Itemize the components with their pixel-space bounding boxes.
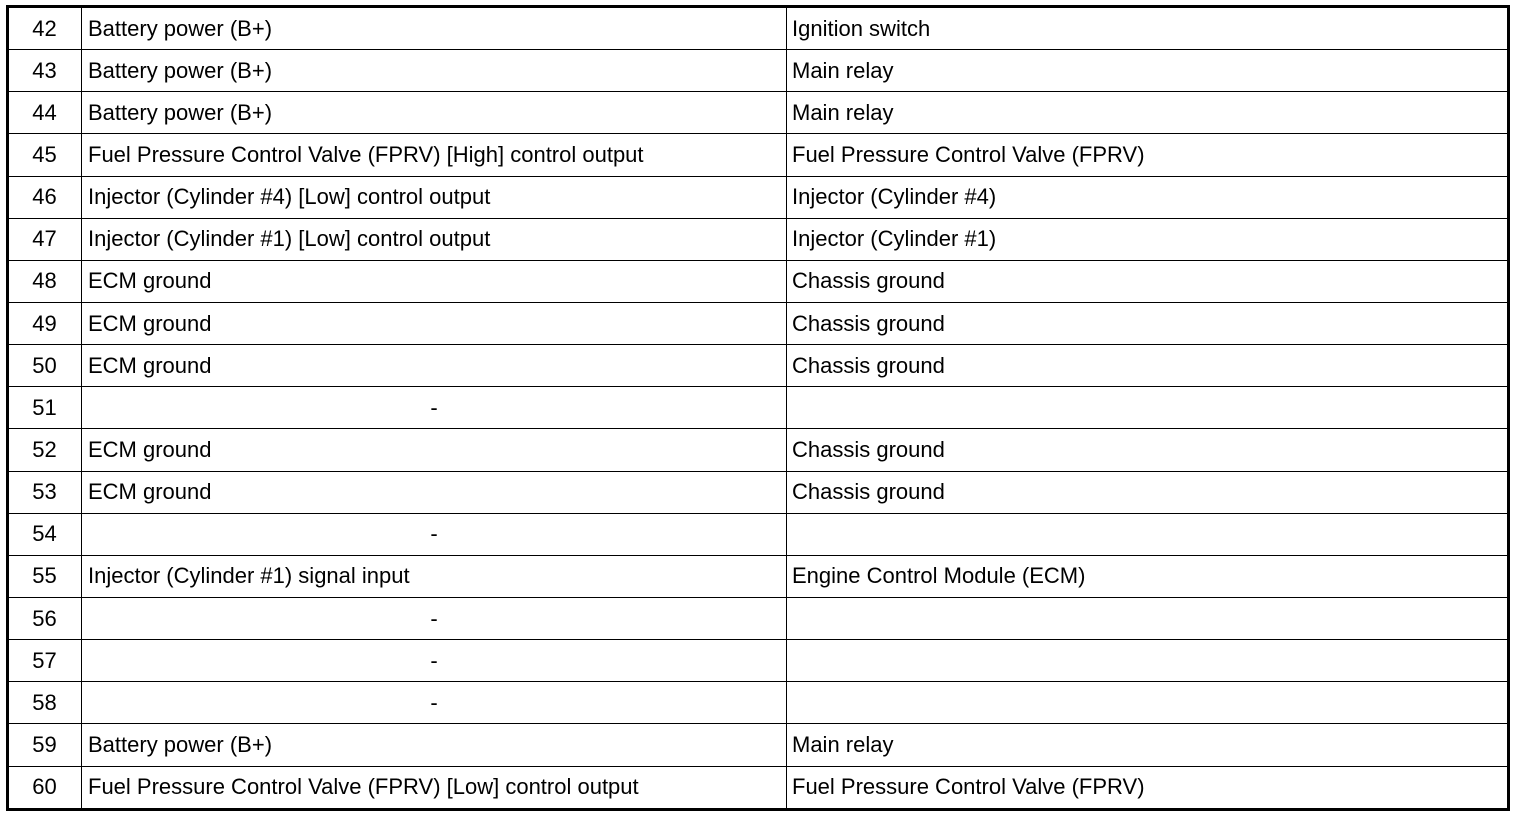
connected-to-cell: Injector (Cylinder #4) [787, 176, 1509, 218]
pin-description-cell: Injector (Cylinder #4) [Low] control output [82, 176, 787, 218]
pin-description-cell: ECM ground [82, 260, 787, 302]
connected-to-cell: Chassis ground [787, 429, 1509, 471]
table-row [8, 471, 1509, 513]
table-row [8, 92, 1509, 134]
connected-to-cell: Ignition switch [787, 7, 1509, 50]
pin-number-cell: 51 [8, 387, 82, 429]
pin-number-cell: 54 [8, 513, 82, 555]
table-body [8, 7, 1509, 810]
connected-to-cell [787, 682, 1509, 724]
table-row [8, 640, 1509, 682]
connected-to-cell: Fuel Pressure Control Valve (FPRV) [787, 766, 1509, 809]
connected-to-cell: Fuel Pressure Control Valve (FPRV) [787, 134, 1509, 176]
pin-number-cell: 42 [8, 7, 82, 50]
pin-description-cell: - [82, 387, 787, 429]
table-row [8, 513, 1509, 555]
pin-description-cell: Injector (Cylinder #1) signal input [82, 555, 787, 597]
pin-description-cell: ECM ground [82, 429, 787, 471]
table-row [8, 50, 1509, 92]
pin-number-cell: 43 [8, 50, 82, 92]
pin-description-cell: Fuel Pressure Control Valve (FPRV) [Low] control output [82, 766, 787, 809]
pin-description-cell: - [82, 640, 787, 682]
connected-to-cell: Chassis ground [787, 345, 1509, 387]
connected-to-cell: Chassis ground [787, 260, 1509, 302]
table-row [8, 218, 1509, 260]
table-row [8, 134, 1509, 176]
connected-to-cell [787, 387, 1509, 429]
connected-to-cell: Main relay [787, 724, 1509, 766]
pin-number-cell: 55 [8, 555, 82, 597]
pin-description-cell: Battery power (B+) [82, 724, 787, 766]
pin-description-cell: - [82, 513, 787, 555]
pin-number-cell: 48 [8, 260, 82, 302]
pin-description-cell: ECM ground [82, 303, 787, 345]
connected-to-cell [787, 640, 1509, 682]
pin-description-cell: - [82, 598, 787, 640]
pin-number-cell: 59 [8, 724, 82, 766]
pin-description-cell: ECM ground [82, 345, 787, 387]
table-row [8, 176, 1509, 218]
pin-description-cell: ECM ground [82, 471, 787, 513]
table-row [8, 260, 1509, 302]
table-row [8, 682, 1509, 724]
table-row [8, 555, 1509, 597]
pin-number-cell: 50 [8, 345, 82, 387]
pin-description-cell: Battery power (B+) [82, 7, 787, 50]
pin-description-cell: Battery power (B+) [82, 50, 787, 92]
connected-to-cell: Main relay [787, 92, 1509, 134]
connected-to-cell: Chassis ground [787, 471, 1509, 513]
pin-number-cell: 58 [8, 682, 82, 724]
table-row [8, 598, 1509, 640]
table-row [8, 429, 1509, 471]
pin-number-cell: 56 [8, 598, 82, 640]
table-row [8, 766, 1509, 809]
connected-to-cell: Chassis ground [787, 303, 1509, 345]
pin-number-cell: 49 [8, 303, 82, 345]
pin-number-cell: 46 [8, 176, 82, 218]
pin-number-cell: 53 [8, 471, 82, 513]
pin-number-cell: 44 [8, 92, 82, 134]
pin-number-cell: 57 [8, 640, 82, 682]
pin-number-cell: 60 [8, 766, 82, 809]
table-row [8, 7, 1509, 50]
table-row [8, 724, 1509, 766]
pin-description-cell: Injector (Cylinder #1) [Low] control output [82, 218, 787, 260]
pin-description-cell: Battery power (B+) [82, 92, 787, 134]
table-row [8, 303, 1509, 345]
table-row [8, 387, 1509, 429]
table-row [8, 345, 1509, 387]
connected-to-cell: Injector (Cylinder #1) [787, 218, 1509, 260]
connected-to-cell [787, 598, 1509, 640]
pin-number-cell: 47 [8, 218, 82, 260]
connected-to-cell: Main relay [787, 50, 1509, 92]
pin-description-cell: - [82, 682, 787, 724]
pin-description-table [6, 5, 1510, 811]
pin-number-cell: 45 [8, 134, 82, 176]
connected-to-cell [787, 513, 1509, 555]
pin-number-cell: 52 [8, 429, 82, 471]
pin-description-cell: Fuel Pressure Control Valve (FPRV) [High] control output [82, 134, 787, 176]
connected-to-cell: Engine Control Module (ECM) [787, 555, 1509, 597]
